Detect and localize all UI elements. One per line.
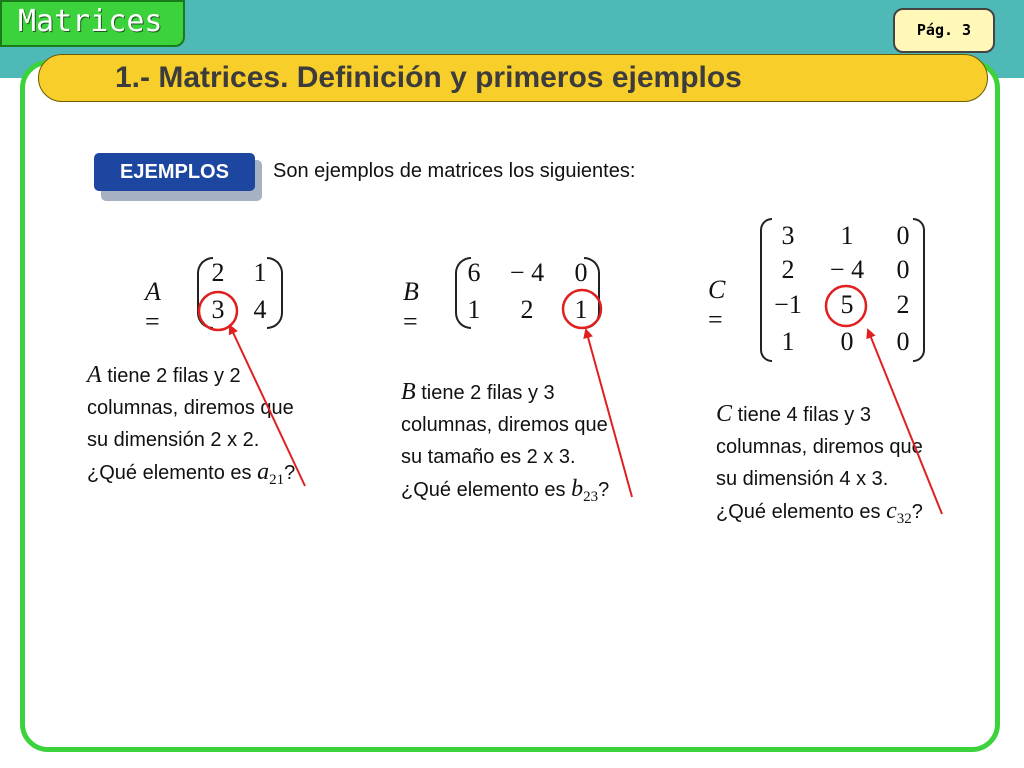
matrix-cell: 3 xyxy=(781,221,795,250)
matrix-cell: 0 xyxy=(896,255,910,284)
matrix-cell: 1 xyxy=(781,327,795,356)
caption-b: B tiene 2 filas y 3 columnas, diremos que su tamaño es 2 x 3. ¿Qué elemento es $b_{23}$? xyxy=(401,379,610,505)
arrow-b23 xyxy=(586,330,632,497)
matrix-cell: 1 xyxy=(574,295,588,324)
matrix-cell: 1 xyxy=(467,295,481,324)
matrix-cell: 6 xyxy=(467,258,481,287)
matrix-cell: 4 xyxy=(253,295,267,324)
matrix-cell: 1 xyxy=(253,258,267,287)
matrix-cell: 0 xyxy=(896,221,910,250)
matrix-cell: 2 xyxy=(211,258,225,287)
caption-a: A tiene 2 filas y 2 columnas, diremos que su dimensión 2 x 2. ¿Qué elemento es $a_{21}$? xyxy=(87,362,296,488)
matrix-cell: 0 xyxy=(574,258,588,287)
matrix-cell: −1 xyxy=(774,290,802,319)
matrix-cell: − 4 xyxy=(829,255,865,284)
intro-text: Son ejemplos de matrices los siguientes: xyxy=(273,160,636,182)
ejemplos-badge: EJEMPLOS xyxy=(94,153,255,191)
matrix-cell: 5 xyxy=(840,290,854,319)
arrow-c32 xyxy=(868,330,942,514)
matrix-cell: 2 xyxy=(781,255,795,284)
matrix-cell: − 4 xyxy=(509,258,545,287)
arrow-a21 xyxy=(230,326,305,486)
highlight-circle-b23 xyxy=(563,290,601,328)
slide-title: 1.- Matrices. Definición y primeros ejemplos xyxy=(115,61,742,94)
caption-c: C tiene 4 filas y 3 columnas, diremos que su dimensión 4 x 3. ¿Qué elemento es $c_{32}$? xyxy=(716,401,923,527)
logo-text: Matrices xyxy=(18,4,163,39)
matrix-cell: 2 xyxy=(896,290,910,319)
matrix-b-label: B = xyxy=(403,277,419,336)
matrix-cell: 3 xyxy=(211,295,225,324)
matrix-cell: 2 xyxy=(520,295,534,324)
matrix-cell: 0 xyxy=(840,327,854,356)
matrix-a-label: A = xyxy=(145,277,161,336)
highlight-circle-a21 xyxy=(199,292,237,330)
matrix-cell: 1 xyxy=(840,221,854,250)
matrix-c-label: C = xyxy=(708,275,726,334)
matrix-cell: 0 xyxy=(896,327,910,356)
highlight-circle-c32 xyxy=(826,286,866,326)
page-number: Pág. 3 xyxy=(893,8,995,53)
